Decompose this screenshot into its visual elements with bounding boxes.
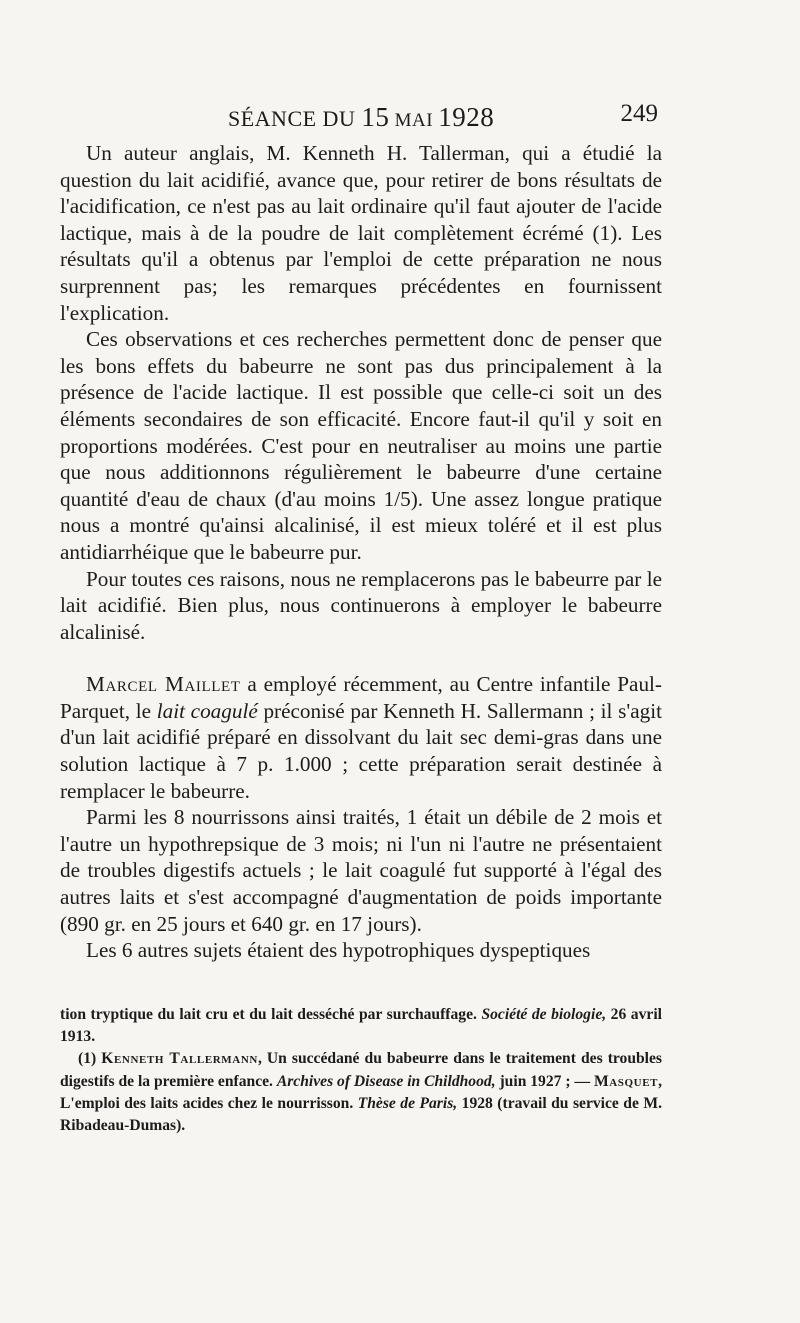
main-text — [60, 140, 662, 964]
paragraph-observations: Ces observations et ces recherches permettent donc de penser que les bons effets du babeurre ne sont pas dus principalement à la présence de l'acide lactique. Il est possible que celle-ci soit un des éléments secondaires de son efficacité. Encore faut-il qu'il y soit en proportions modérées. C'est pour en neutraliser au moins une partie que nous additionnons régulièrement le babeurre d'une certaine quantité d'eau de chaux (d'au moins 1/5). Une assez longue pratique nous a montré qu'ainsi alcalinisé, il est mieux toléré et il est plus antidiarrhéique que le babeurre pur. — [60, 327, 662, 564]
paragraph-tallerman: Un auteur anglais, M. Kenneth H. Tallerman, qui a étudié la question du lait acidifié, avance que, pour retirer de bons résultats de l'acidification, ce n'est pas au lait ordinaire qu'il faut ajouter de l'acide lactique, mais à de la poudre de lait complètement écrémé (1). Les résultats qu'il a obtenus par l'emploi de cette préparation ne nous surprennent pas; les remarques précédentes en fournissent l'explication. — [60, 141, 662, 325]
footnote-marker: (1) — [78, 1050, 102, 1068]
paragraph-maillet: Marcel Maillet a employé récemment, au Centre infantile Paul-Parquet, le lait coagulé préconisé par Kenneth H. Sallermann ; il s'agit d'un lait acidifié préparé en dissolvant du lait sec demi-gras dans une solution lactique à 7 p. 1.000 ; cette préparation serait destinée à remplacer le babeurre. — [60, 672, 662, 803]
footnote-1: (1) Kenneth Tallermann, Un succédané du babeurre dans le traitement des troubles digestifs de la première enfance. Archives of Disease in Childhood, juin 1927 ; — Masquet, L'emploi des laits acides chez le nourrisson. Thèse de Paris, 1928 (travail du service de M. Ribadeau-Dumas). — [60, 1050, 662, 1135]
italic-term: lait coagulé — [156, 698, 258, 723]
paragraph-conclusion: Pour toutes ces raisons, nous ne remplacerons pas le babeurre par le lait acidifié. Bien plus, nous continuerons à employer le babeurre alcalinisé. — [60, 566, 662, 644]
page-number: 249 — [620, 100, 658, 127]
author-name: Marcel Maillet — [86, 672, 241, 697]
paragraph-nourrissons: Parmi les 8 nourrissons ainsi traités, 1 était un débile de 2 mois et l'autre un hypothrepsique de 3 mois; ni l'un ni l'autre ne présentaient de troubles digestifs actuels ; le lait coagulé fut supporté à l'égal des autres laits et s'est accompagné d'augmentation de poids importante (890 gr. en 25 jours et 640 gr. en 17 jours). — [60, 805, 662, 936]
running-header — [60, 96, 658, 136]
footnotes — [60, 1004, 662, 1137]
paragraph-autres-sujets: Les 6 autres sujets étaient des hypotrophiques dyspeptiques — [86, 938, 591, 963]
footnote-continued: tion tryptique du lait cru et du lait desséché par surchauffage. Société de biologie, 26 avril 1913. — [60, 1006, 662, 1046]
header-title: SÉANCE DU 15 MAI 1928 — [228, 102, 495, 132]
